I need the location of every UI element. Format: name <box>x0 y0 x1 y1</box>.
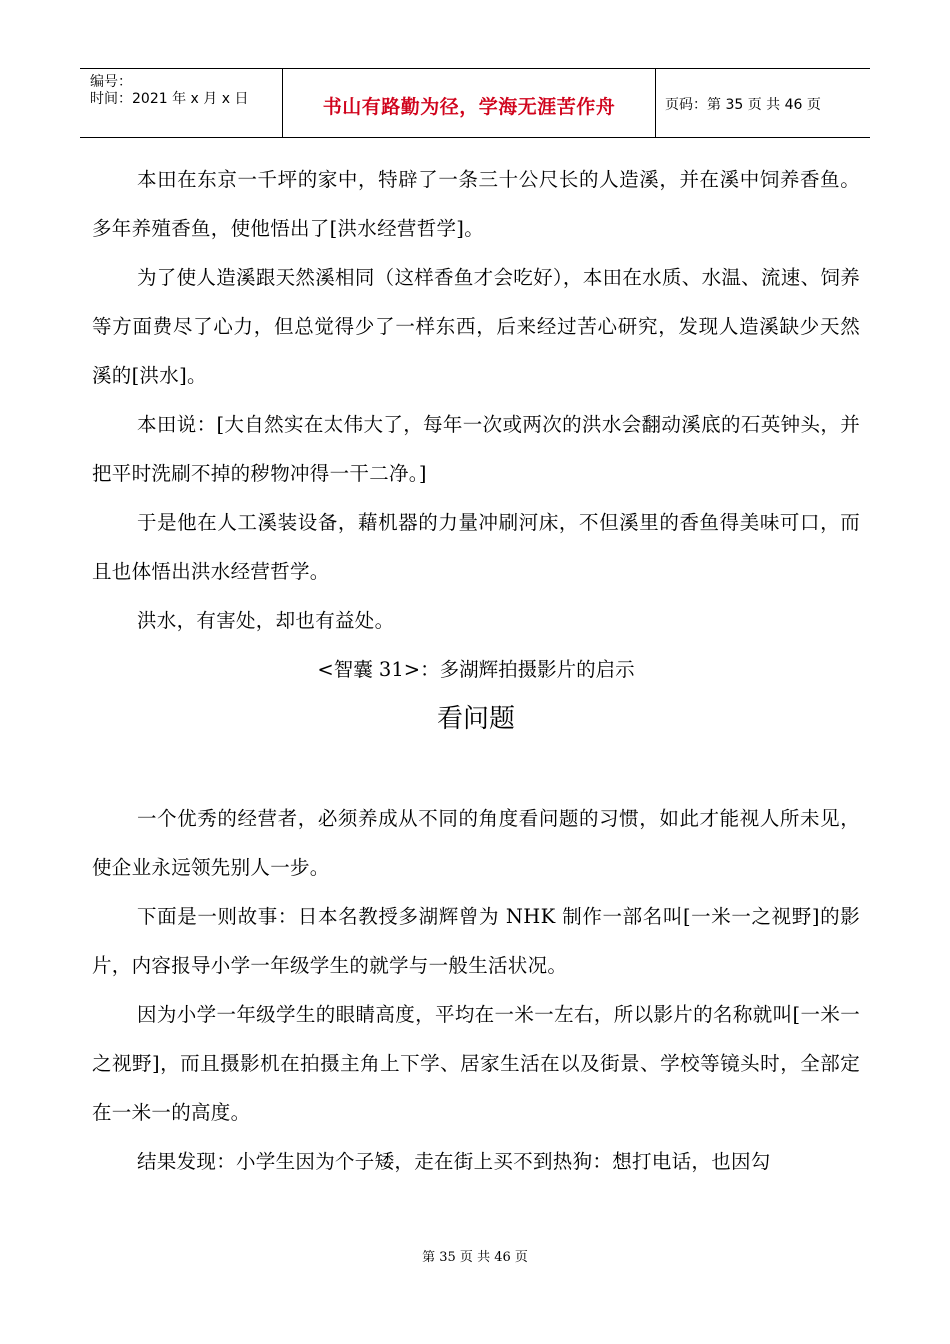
section-heading: <智囊 31>：多湖辉拍摄影片的启示 <box>317 658 635 681</box>
paragraph: 洪水，有害处，却也有益处。 <box>137 609 395 632</box>
document-number: 编号： <box>90 74 132 90</box>
document-header <box>80 68 870 138</box>
header-meta-cell <box>80 69 282 137</box>
paragraph: 因为小学一年级学生的眼睛高度，平均在一米一左右，所以影片的名称就叫[一米一之视野]，而且摄影机在拍摄主角上下学、居家生活在以及街景、学校等镜头时，全部定在一米一的高度。 <box>92 1003 860 1124</box>
header-page-code: 页码：第 35 页 共 46 页 <box>665 97 821 113</box>
paragraph: 一个优秀的经营者，必须养成从不同的角度看问题的习惯，如此才能视人所未见，使企业永远领先别人一步。 <box>92 807 860 879</box>
document-body <box>92 155 860 1186</box>
spacer <box>92 744 860 794</box>
header-motto-cell <box>282 69 656 137</box>
page-footer: 第 35 页 共 46 页 <box>422 1250 528 1265</box>
paragraph: 本田说：[大自然实在太伟大了，每年一次或两次的洪水会翻动溪底的石英钟头，并把平时洗刷不掉的秽物冲得一干二净。] <box>92 413 860 485</box>
paragraph: 为了使人造溪跟天然溪相同（这样香鱼才会吃好），本田在水质、水温、流速、饲养等方面费尽了心力，但总觉得少了一样东西，后来经过苦心研究，发现人造溪缺少天然溪的[洪水]。 <box>92 266 860 387</box>
document-date: 时间：2021 年 x 月 x 日 <box>90 91 249 107</box>
header-motto: 书山有路勤为径，学海无涯苦作舟 <box>322 96 616 118</box>
section-title: 看问题 <box>436 704 515 734</box>
paragraph: 本田在东京一千坪的家中，特辟了一条三十公尺长的人造溪，并在溪中饲养香鱼。多年养殖香鱼，使他悟出了[洪水经营哲学]。 <box>92 168 860 240</box>
header-page-cell <box>655 69 870 137</box>
paragraph: 结果发现：小学生因为个子矮，走在街上买不到热狗：想打电话，也因勾 <box>137 1150 771 1173</box>
paragraph: 下面是一则故事：日本名教授多湖辉曾为 NHK 制作一部名叫[一米一之视野]的影片，内容报导小学一年级学生的就学与一般生活状况。 <box>92 905 860 977</box>
paragraph: 于是他在人工溪装设备，藉机器的力量冲刷河床，不但溪里的香鱼得美味可口，而且也体悟出洪水经营哲学。 <box>92 511 860 583</box>
